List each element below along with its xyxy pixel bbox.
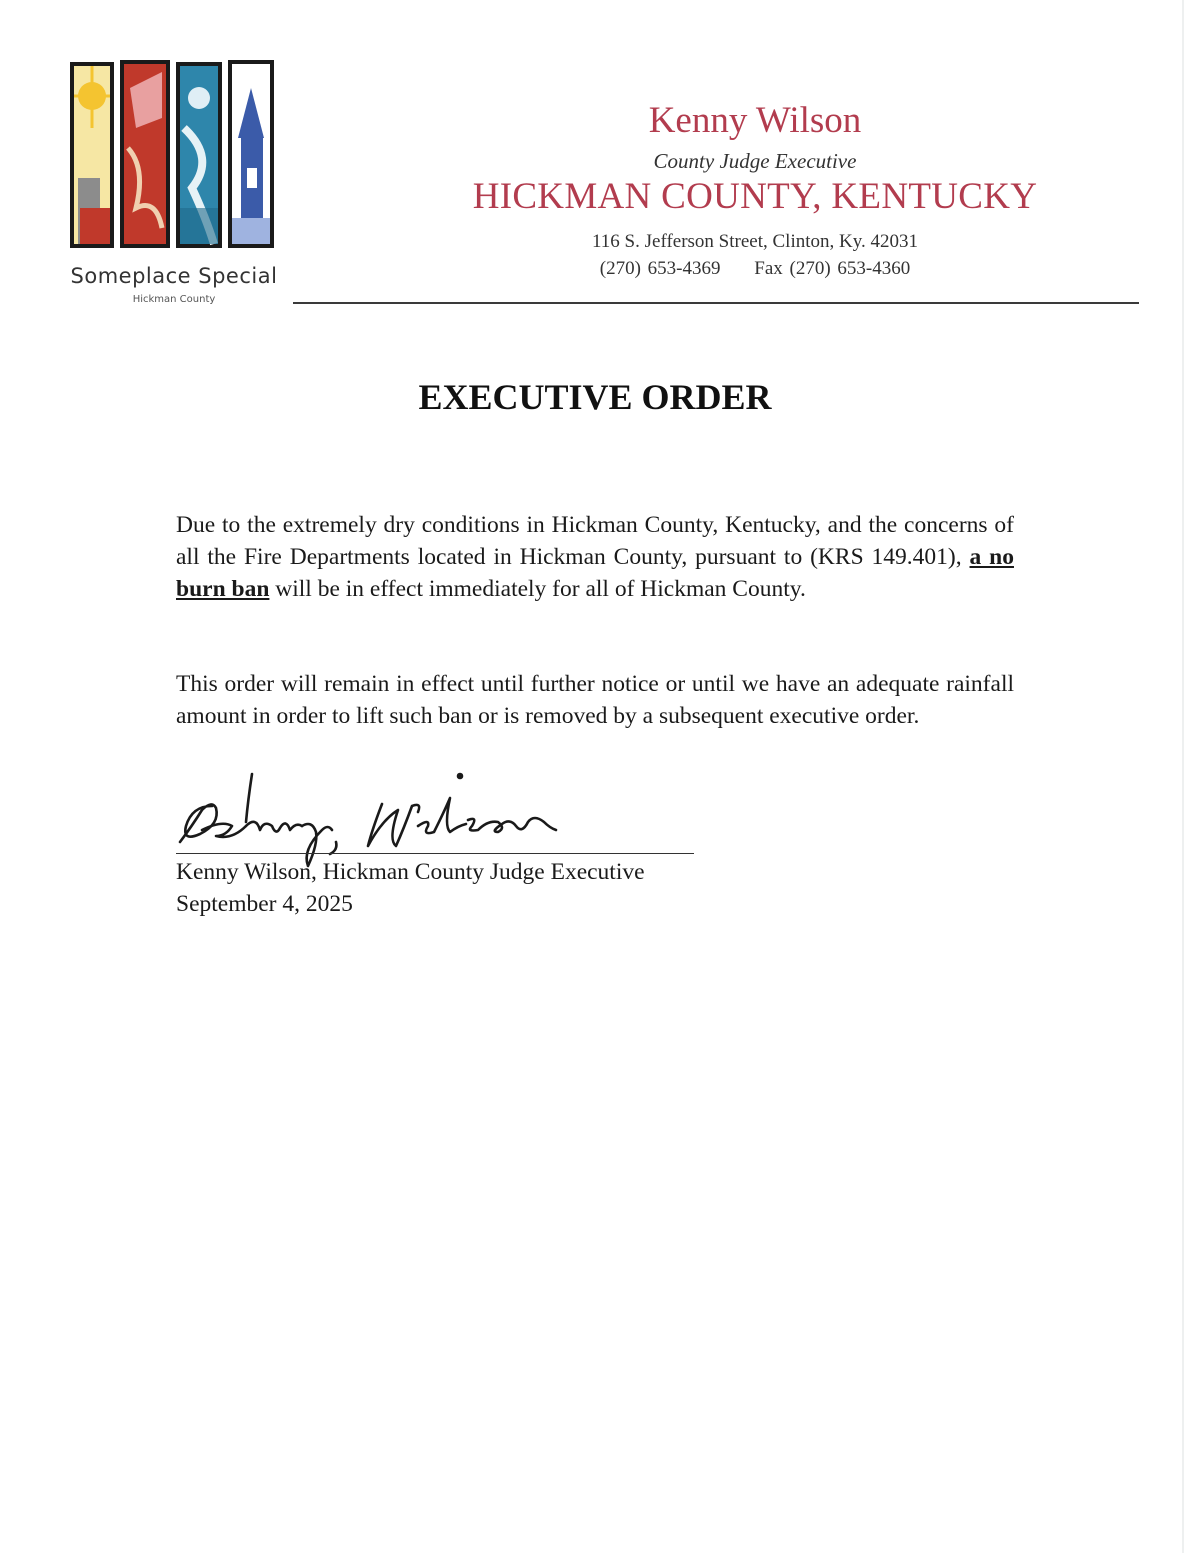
paragraph-1-text-end: will be in effect immediately for all of Hickman County.: [269, 576, 806, 602]
letterhead-divider: [293, 302, 1139, 304]
letterhead-name: Kenny Wilson: [648, 100, 862, 141]
signature-image: [172, 770, 592, 870]
letterhead-address: 116 S. Jefferson Street, Clinton, Ky. 42031: [592, 231, 918, 252]
paragraph-1-text: Due to the extremely dry conditions in Hickman County, Kentucky, and the concerns of all the Fire Departments located in Hickman County, pursuant to (KRS 149.401),: [176, 512, 1014, 570]
logo-caption: Someplace Special: [70, 264, 278, 288]
order-paragraph-1: [176, 509, 1014, 605]
signer-name: Kenny Wilson, Hickman County Judge Executive: [176, 859, 645, 885]
logo-panel-church: [228, 60, 274, 248]
logo-panel-river: [176, 62, 222, 248]
logo-panel-red: [120, 60, 170, 248]
county-logo: [66, 58, 282, 314]
handwritten-signature: [172, 770, 592, 870]
letterhead-title: County Judge Executive: [653, 149, 857, 173]
letterhead-phone: (270) 653-4369 Fax (270) 653-4360: [599, 258, 911, 279]
letterhead: [455, 98, 1055, 282]
scan-edge: [1182, 0, 1184, 1553]
document-heading: EXECUTIVE ORDER: [418, 377, 772, 417]
logo-art: [66, 58, 282, 258]
logo-panel-sun: [70, 62, 114, 248]
logo-subcaption: Hickman County: [132, 294, 216, 305]
order-date: September 4, 2025: [176, 891, 353, 917]
no-burn-ban-emphasis: a no burn ban: [176, 544, 1014, 602]
order-paragraph-2: This order will remain in effect until further notice or until we have an adequate rainfall amount in order to lift such ban or is removed by a subsequent executive order.: [176, 671, 1014, 729]
signature-line: [176, 853, 694, 854]
letterhead-county: HICKMAN COUNTY, KENTUCKY: [472, 176, 1038, 217]
